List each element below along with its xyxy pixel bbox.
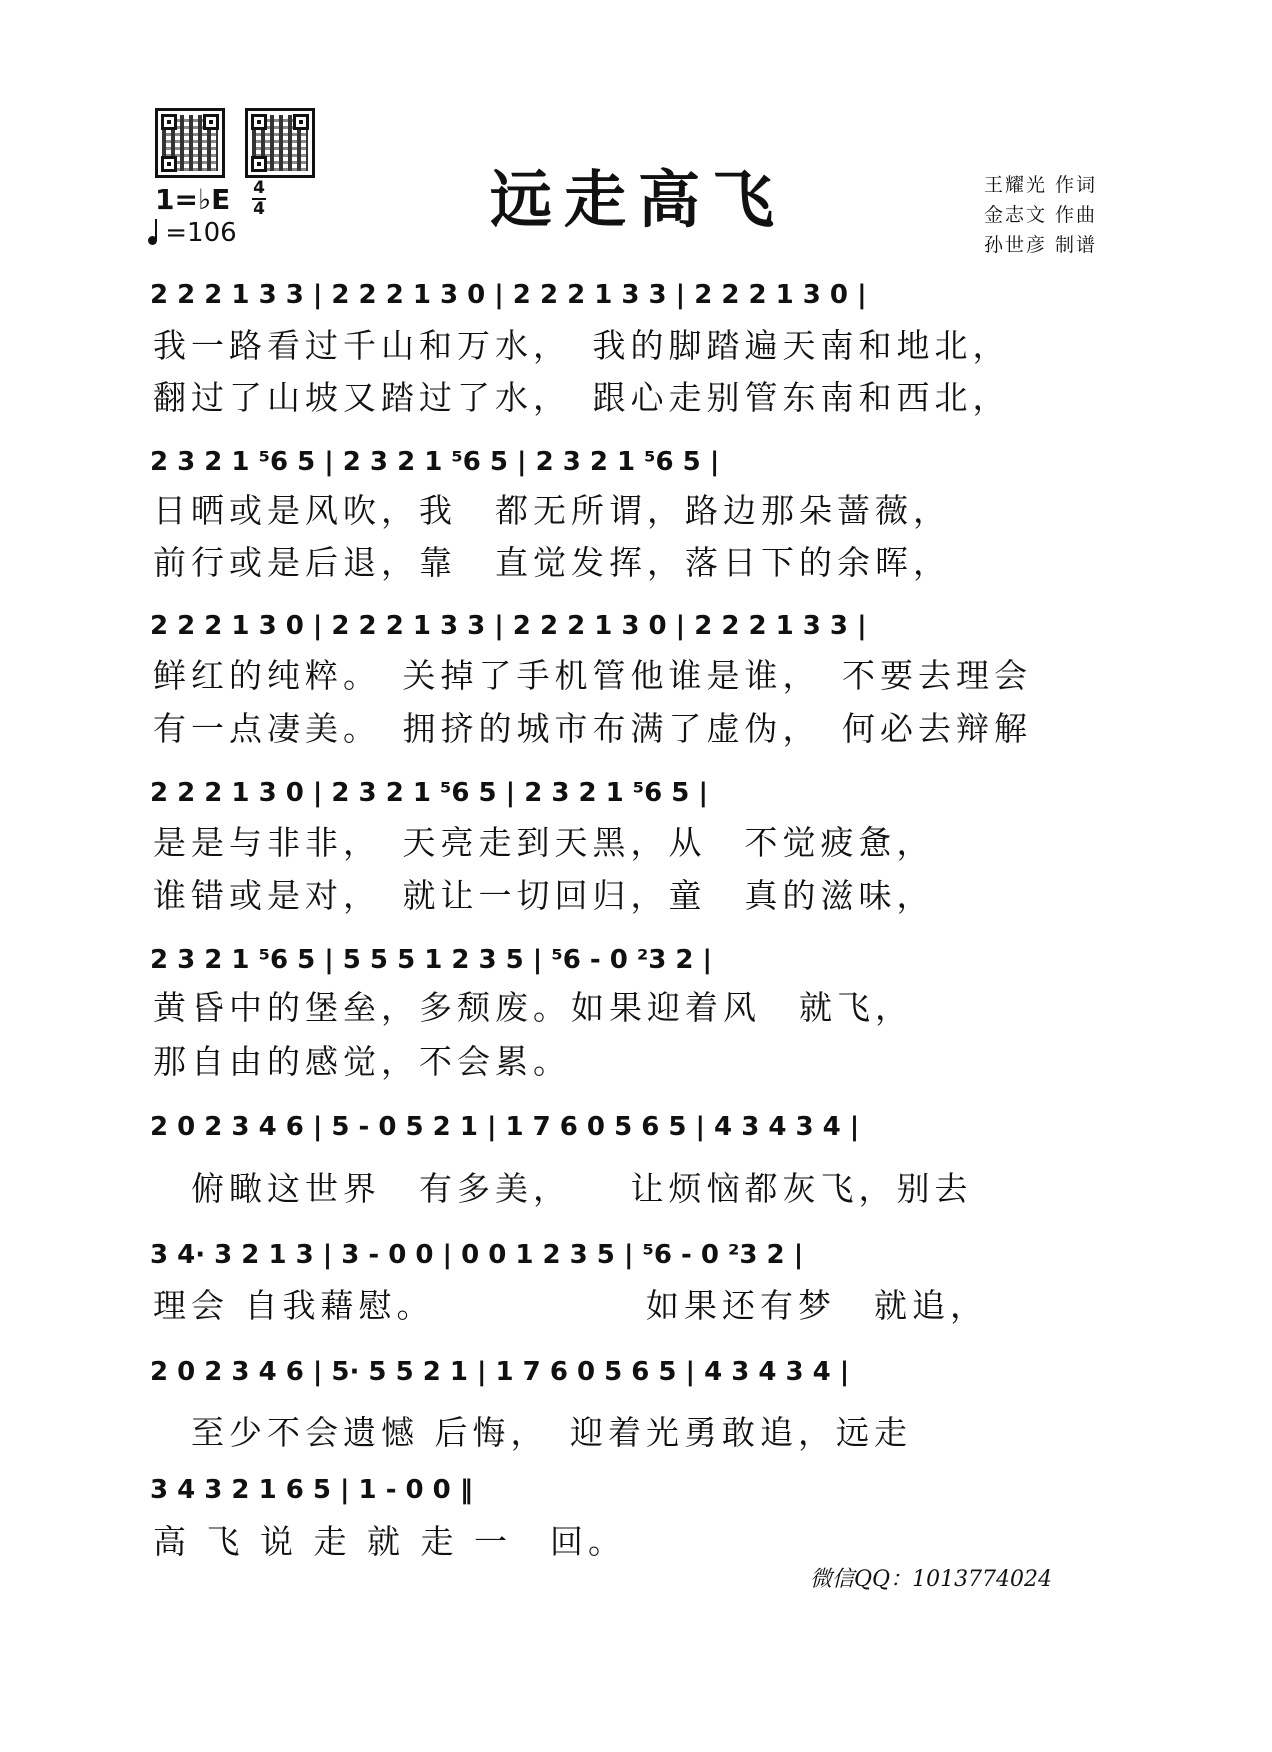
notation-line: 2 3 2 1 ⁵6 5 | 5 5 5 1 2 3 5 | ⁵6 - 0 ²3 2 | xyxy=(150,945,713,975)
lyric-line: 日晒或是风吹，我 都无所谓，路边那朵蔷薇， xyxy=(153,491,951,530)
lyricist-credit: 王耀光 作词 xyxy=(984,174,1098,196)
qr-code xyxy=(155,108,225,178)
contact-footer: 微信QQ：1013774024 xyxy=(810,1567,1053,1592)
page-title: 远走高飞 xyxy=(490,163,787,236)
lyric-line: 俯瞰这世界 有多美， 让烦恼都灰飞，别去 xyxy=(153,1169,973,1208)
lyric-line: 是是与非非， 天亮走到天黑，从 不觉疲惫， xyxy=(153,823,935,862)
composer-credit: 金志文 作曲 xyxy=(984,204,1098,226)
credits xyxy=(984,170,1097,260)
lyric-line: 黄昏中的堡垒，多颓废。如果迎着风 就飞， xyxy=(153,988,913,1027)
arranger-credit: 孙世彦 制谱 xyxy=(984,234,1098,256)
notation-line: 2 2 2 1 3 3 | 2 2 2 1 3 0 | 2 2 2 1 3 3 | 2 2 2 1 3 0 | xyxy=(150,280,867,310)
qr-code xyxy=(245,108,315,178)
notation-line: 2 0 2 3 4 6 | 5 - 0 5 2 1 | 1 7 6 0 5 6 5 | 4 3 4 3 4 | xyxy=(150,1112,860,1142)
quarter-note-icon xyxy=(148,236,157,245)
time-signature: 4 4 xyxy=(253,178,265,219)
notation-line: 3 4 3 2 1 6 5 | 1 - 0 0 ‖ xyxy=(150,1475,473,1505)
key-signature: 1=♭E xyxy=(155,183,231,216)
notation-line: 3 4· 3 2 1 3 | 3 - 0 0 | 0 0 1 2 3 5 | ⁵6 - 0 ²3 2 | xyxy=(150,1240,804,1270)
notation-line: 2 3 2 1 ⁵6 5 | 2 3 2 1 ⁵6 5 | 2 3 2 1 ⁵6 5 | xyxy=(150,447,720,477)
lyric-line: 至少不会遗憾 后悔， 迎着光勇敢追，远走 xyxy=(153,1413,912,1452)
lyric-line: 理会 自我藉慰。 如果还有梦 就追， xyxy=(153,1286,988,1325)
lyric-line: 翻过了山坡又踏过了水， 跟心走别管东南和西北， xyxy=(153,378,1011,417)
notation-line: 2 2 2 1 3 0 | 2 3 2 1 ⁵6 5 | 2 3 2 1 ⁵6 5 | xyxy=(150,778,708,808)
lyric-line: 前行或是后退，靠 直觉发挥，落日下的余晖， xyxy=(153,543,951,582)
tempo-marking: =106 xyxy=(148,218,237,248)
lyric-line: 那自由的感觉，不会累。 xyxy=(153,1042,571,1081)
lyric-line: 有一点凄美。 拥挤的城市布满了虚伪， 何必去辩解 xyxy=(153,709,1032,748)
notation-line: 2 2 2 1 3 0 | 2 2 2 1 3 3 | 2 2 2 1 3 0 | 2 2 2 1 3 3 | xyxy=(150,611,867,641)
notation-line: 2 0 2 3 4 6 | 5· 5 5 2 1 | 1 7 6 0 5 6 5 | 4 3 4 3 4 | xyxy=(150,1357,850,1387)
lyric-line: 谁错或是对， 就让一切回归，童 真的滋味， xyxy=(153,876,935,915)
lyric-line: 我一路看过千山和万水， 我的脚踏遍天南和地北， xyxy=(153,326,1011,365)
lyric-line: 高 飞 说 走 就 走 一 回。 xyxy=(153,1522,626,1561)
lyric-line: 鲜红的纯粹。 关掉了手机管他谁是谁， 不要去理会 xyxy=(153,656,1032,695)
